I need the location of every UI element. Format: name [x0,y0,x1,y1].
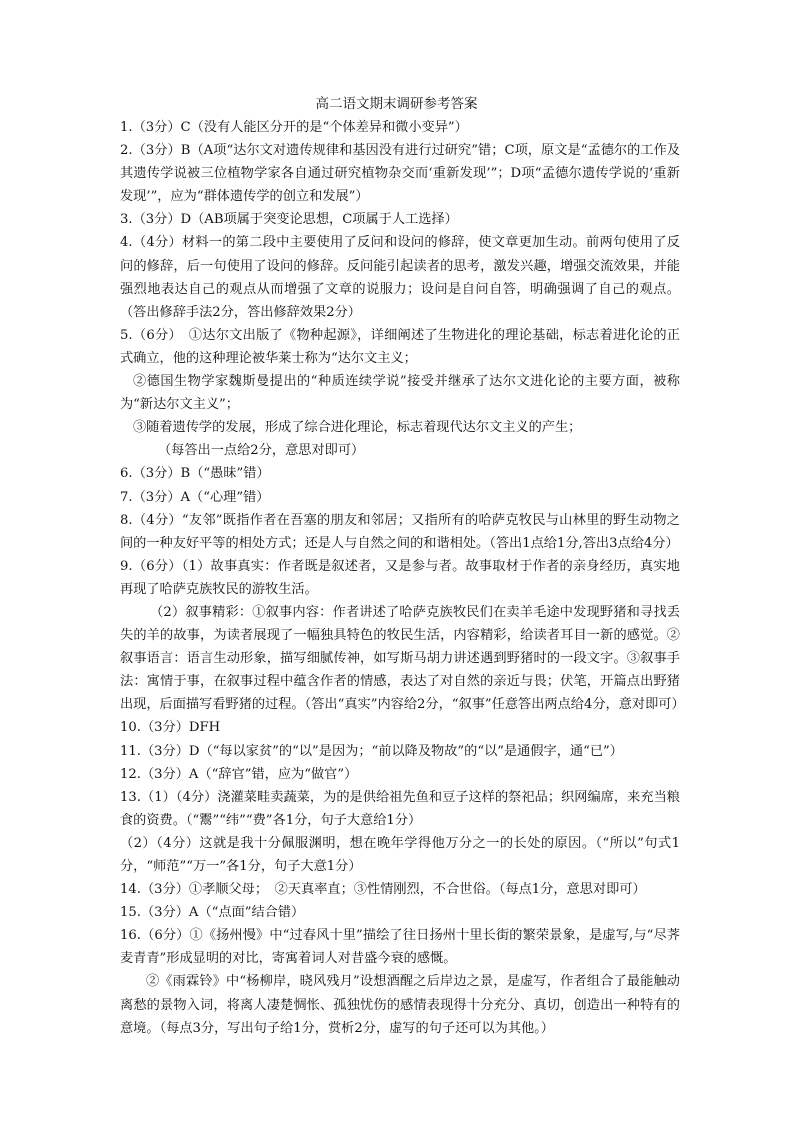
answer-16: 16.（6分）①《扬州慢》中“过春风十里”描绘了往日扬州十里长街的繁荣景象，是虚写,与“尽荠麦青青”形成显明的对比，寄寓着词人对昔盛今衰的感慨。 [120,928,680,967]
answer-13-part-2: （2）（4分）这就是我十分佩服渊明，想在晚年学得他万分之一的长处的原因。（“所以”句式1分，“师范”“万一”各1分，句子大意1分） [120,835,680,874]
answer-9: 9.（6分）（1）故事真实：作者既是叙述者，又是参与者。故事取材于作者的亲身经历，真实地再现了哈萨克族牧民的游牧生活。 [120,558,680,597]
answer-15: 15.（3分）A（“点面”结合错） [120,905,305,921]
answer-8: 8.（4分）“友邻”既指作者在吾塞的朋友和邻居；又指所有的哈萨克牧民与山林里的野生动物之间的一种友好平等的相处方式；还是人与自然之间的和谐相处。（答出1点给1分,答出3点给4分） [120,512,680,551]
answer-10: 10.（3分）DFH [120,720,221,736]
answer-1: 1.（3分）C（没有人能区分开的是“个体差异和微小变异”） [120,120,468,135]
answer-2: 2.（3分）B（A项“达尔文对遗传规律和基因没有进行过研究”错；C项，原文是“孟德尔的工作及其遗传学说被三位植物学家各自通过研究植物杂交而‘重新发现’”；D项“孟德尔遗传学说的‘重新发现’”，应为“群体遗传学的创立和发展”） [120,143,680,205]
answer-list [120,116,685,1040]
answer-11: 11.（3分）D（“每以家贫”的“以”是因为；“前以降及物故”的“以”是通假字，通“已”） [120,743,623,759]
document-title: 高二语文期末调研参考答案 [315,96,478,112]
answer-4: 4.（4分）材料一的第二段中主要使用了反问和设问的修辞，使文章更加生动。前两句使用了反问的修辞，后一句使用了设问的修辞。反问能引起读者的思考，激发兴趣，增强交流效果，并能强烈地表达自己的观点从而增强了文章的说服力；设问是自问自答，明确强调了自己的观点。（答出修辞手法2分，答出修辞效果2分） [120,235,680,320]
answer-5-scoring: （每答出一点给2分，意思对即可） [158,443,365,459]
answer-13-part-1: 13.（1）（4分）浇灌菜畦卖蔬菜，为的是供给祖先鱼和豆子这样的祭祀品；织网编席，来充当粮食的资费。（“鬻”“纬”“费”各1分，句子大意给1分） [120,789,680,828]
answer-7: 7.（3分）A（“心理”错） [120,489,270,505]
answer-12: 12.（3分）A（“辞官”错，应为“做官”） [120,766,358,782]
answer-6: 6.（3分）B（“愚昧”错） [120,466,270,482]
answer-5-point-3: ③随着遗传学的发展，形成了综合进化理论，标志着现代达尔文主义的产生； [133,420,582,436]
answer-9-part-2: （2）叙事精彩：①叙事内容：作者讲述了哈萨克族牧民们在卖羊毛途中发现野猪和寻找丢失的羊的故事，为读者展现了一幅独具特色的牧民生活，内容精彩，给读者耳目一新的感觉。②叙事语言：语言生动形象，描写细腻传神，如写斯马胡力讲述遇到野猪时的一段文字。③叙事手法：寓情于事，在叙事过程中蕴含作者的情感，表达了对自然的亲近与畏；伏笔，开篇点出野猪出现，后面描写看野猪的过程。（答出“真实”内容给2分，“叙事”任意答出两点给4分，意对即可） [120,604,685,713]
answer-14: 14.（3分）①孝顺父母； ②天真率直；③性情刚烈，不合世俗。（每点1分，意思对即可） [120,882,646,898]
answer-16-point-2: ②《雨霖铃》中“杨柳岸，晓风残月”设想酒醒之后岸边之景，是虚写，作者组合了最能触动离愁的景物入词，将离人凄楚惆怅、孤独忧伤的感情表现得十分充分、真切，创造出一种特有的意境。（每点3分，写出句子给1分，赏析2分，虚写的句子还可以为其他。） [120,974,680,1036]
answer-3: 3.（3分）D（AB项属于突变论思想，C项属于人工选择） [120,212,458,228]
answer-5: 5.（6分） ①达尔文出版了《物种起源》，详细阐述了生物进化的理论基础，标志着进化论的正式确立，他的这种理论被华莱士称为“达尔文主义； [120,327,680,366]
answer-5-point-2: ②德国生物学家魏斯曼提出的“种质连续学说”接受并继承了达尔文进化论的主要方面，被称为“新达尔文主义”； [120,374,680,413]
